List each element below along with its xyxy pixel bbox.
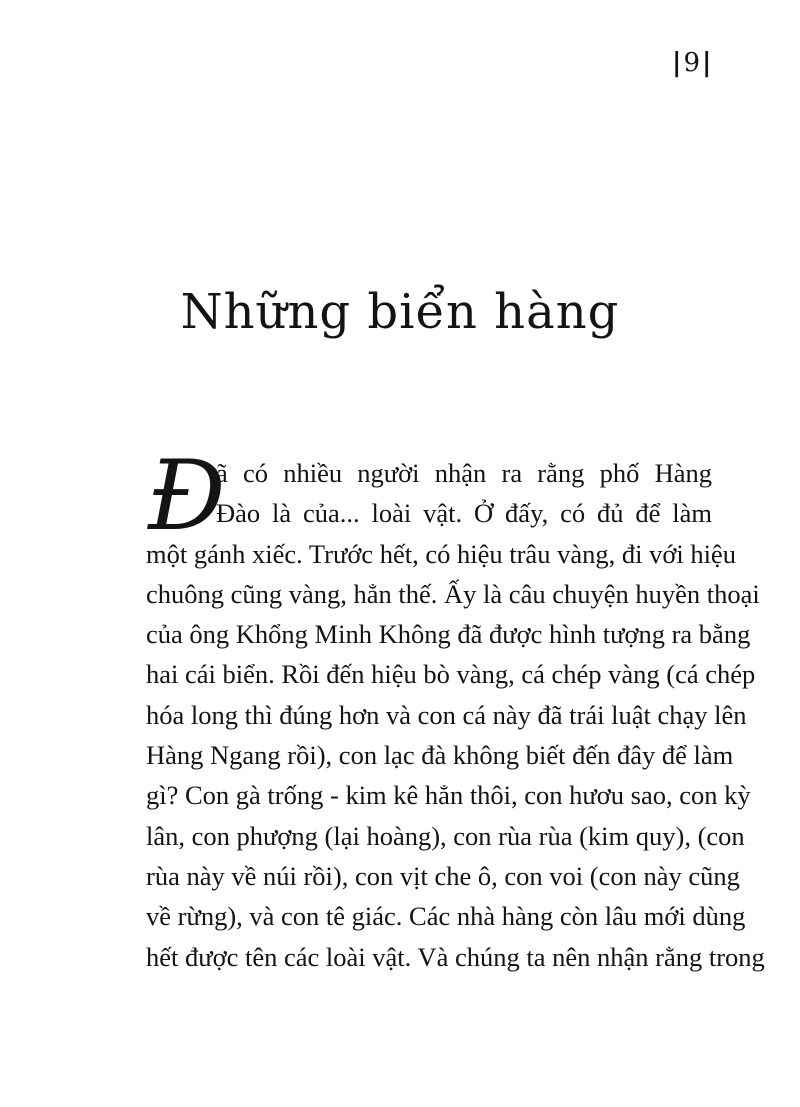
text-line-7: hóa long thì đúng hơn và con cá này đã trái luật chạy lên bbox=[146, 699, 747, 730]
text-line-12: về rừng), và con tê giác. Các nhà hàng còn lâu mới dùng bbox=[146, 901, 746, 932]
page-number bbox=[672, 48, 713, 78]
text-line-2: Đào là của... loài vật. Ở đấy, có đủ để làm bbox=[216, 498, 712, 529]
text-line-4: chuông cũng vàng, hẳn thế. Ấy là câu chuyện huyền thoại bbox=[146, 578, 760, 609]
page-number-right-bar: | bbox=[702, 48, 714, 78]
page-number-value: 9 bbox=[683, 48, 703, 78]
drop-cap: Đ bbox=[148, 440, 226, 552]
chapter-title: Những biển hàng bbox=[180, 284, 620, 340]
text-line-13: hết được tên các loài vật. Và chúng ta nên nhận rằng trong bbox=[146, 941, 765, 972]
text-line-5: của ông Khổng Minh Không đã được hình tượng ra bằng bbox=[146, 619, 751, 650]
text-line-9: gì? Con gà trống - kim kê hẳn thôi, con hươu sao, con kỳ bbox=[146, 780, 751, 811]
text-line-11: rùa này về núi rồi), con vịt che ô, con voi (con này cũng bbox=[146, 860, 740, 891]
text-line-8: Hàng Ngang rồi), con lạc đà không biết đến đây để làm bbox=[146, 740, 734, 771]
body-text bbox=[146, 440, 765, 977]
text-line-1: ã có nhiều người nhận ra rằng phố Hàng bbox=[216, 458, 712, 488]
text-line-10: lân, con phượng (lại hoàng), con rùa rùa (kim quy), (con bbox=[146, 820, 745, 851]
page-number-left-bar: | bbox=[672, 48, 684, 78]
text-line-3: một gánh xiếc. Trước hết, có hiệu trâu vàng, đi với hiệu bbox=[146, 538, 736, 569]
text-line-6: hai cái biển. Rồi đến hiệu bò vàng, cá chép vàng (cá chép bbox=[146, 659, 756, 690]
